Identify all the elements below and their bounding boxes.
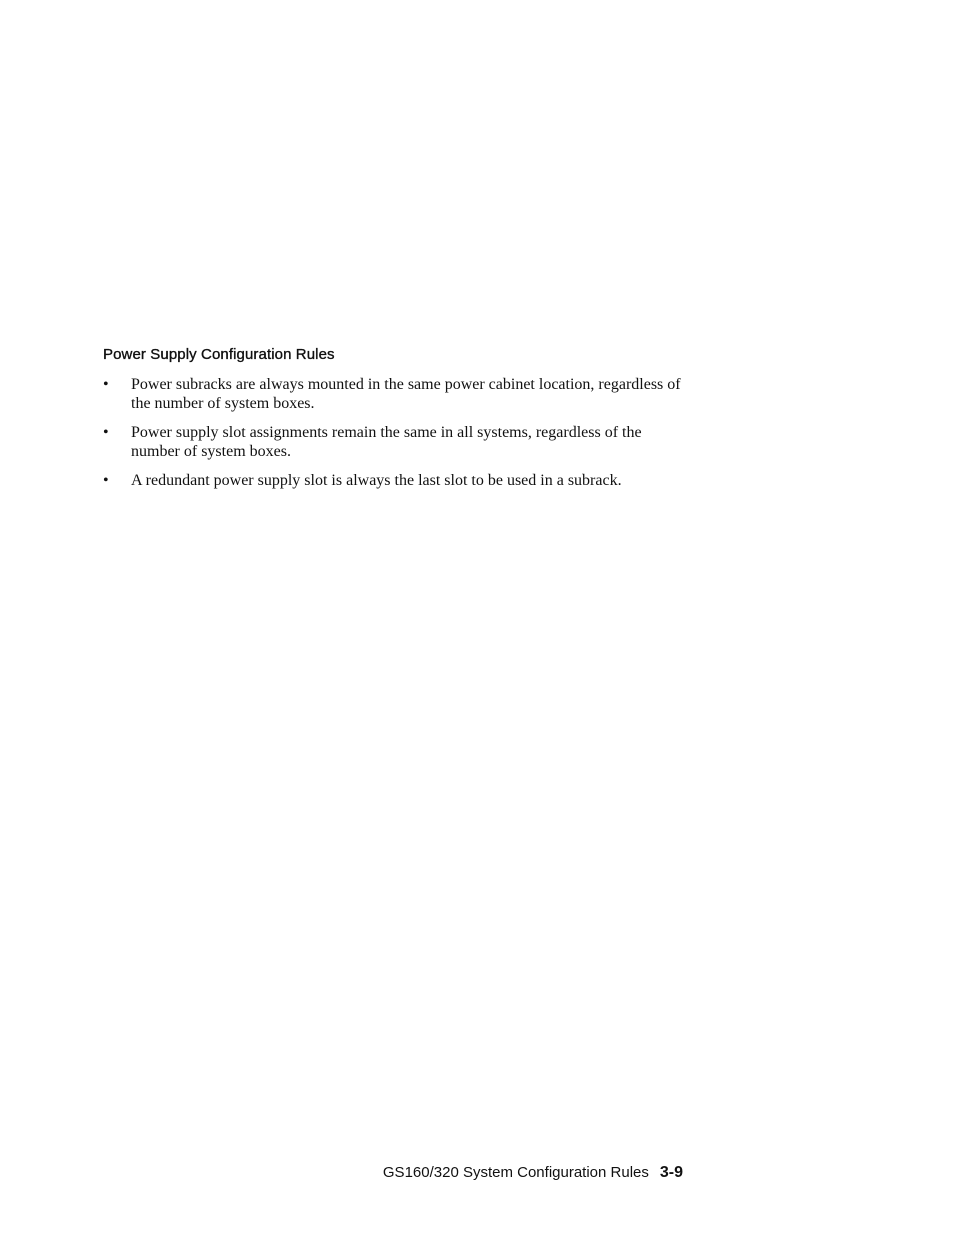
bullet-icon: •: [103, 376, 109, 393]
bullet-icon: •: [103, 424, 109, 441]
list-item: [103, 471, 683, 490]
bullet-list: [103, 375, 683, 500]
list-item: [103, 423, 683, 461]
footer-title: GS160/320 System Configuration Rules: [382, 1164, 649, 1181]
bullet-icon: •: [103, 472, 109, 489]
list-item-text: Power subracks are always mounted in the same power cabinet location, regardless of the number of system boxes.: [131, 376, 681, 412]
section-heading: Power Supply Configuration Rules: [103, 346, 335, 363]
list-item-text: Power supply slot assignments remain the same in all systems, regardless of the number of system boxes.: [131, 424, 642, 460]
page-number: 3-9: [659, 1164, 683, 1181]
list-item: [103, 375, 683, 413]
list-item-text: A redundant power supply slot is always the last slot to be used in a subrack.: [131, 472, 622, 489]
page-footer: [383, 1164, 683, 1182]
